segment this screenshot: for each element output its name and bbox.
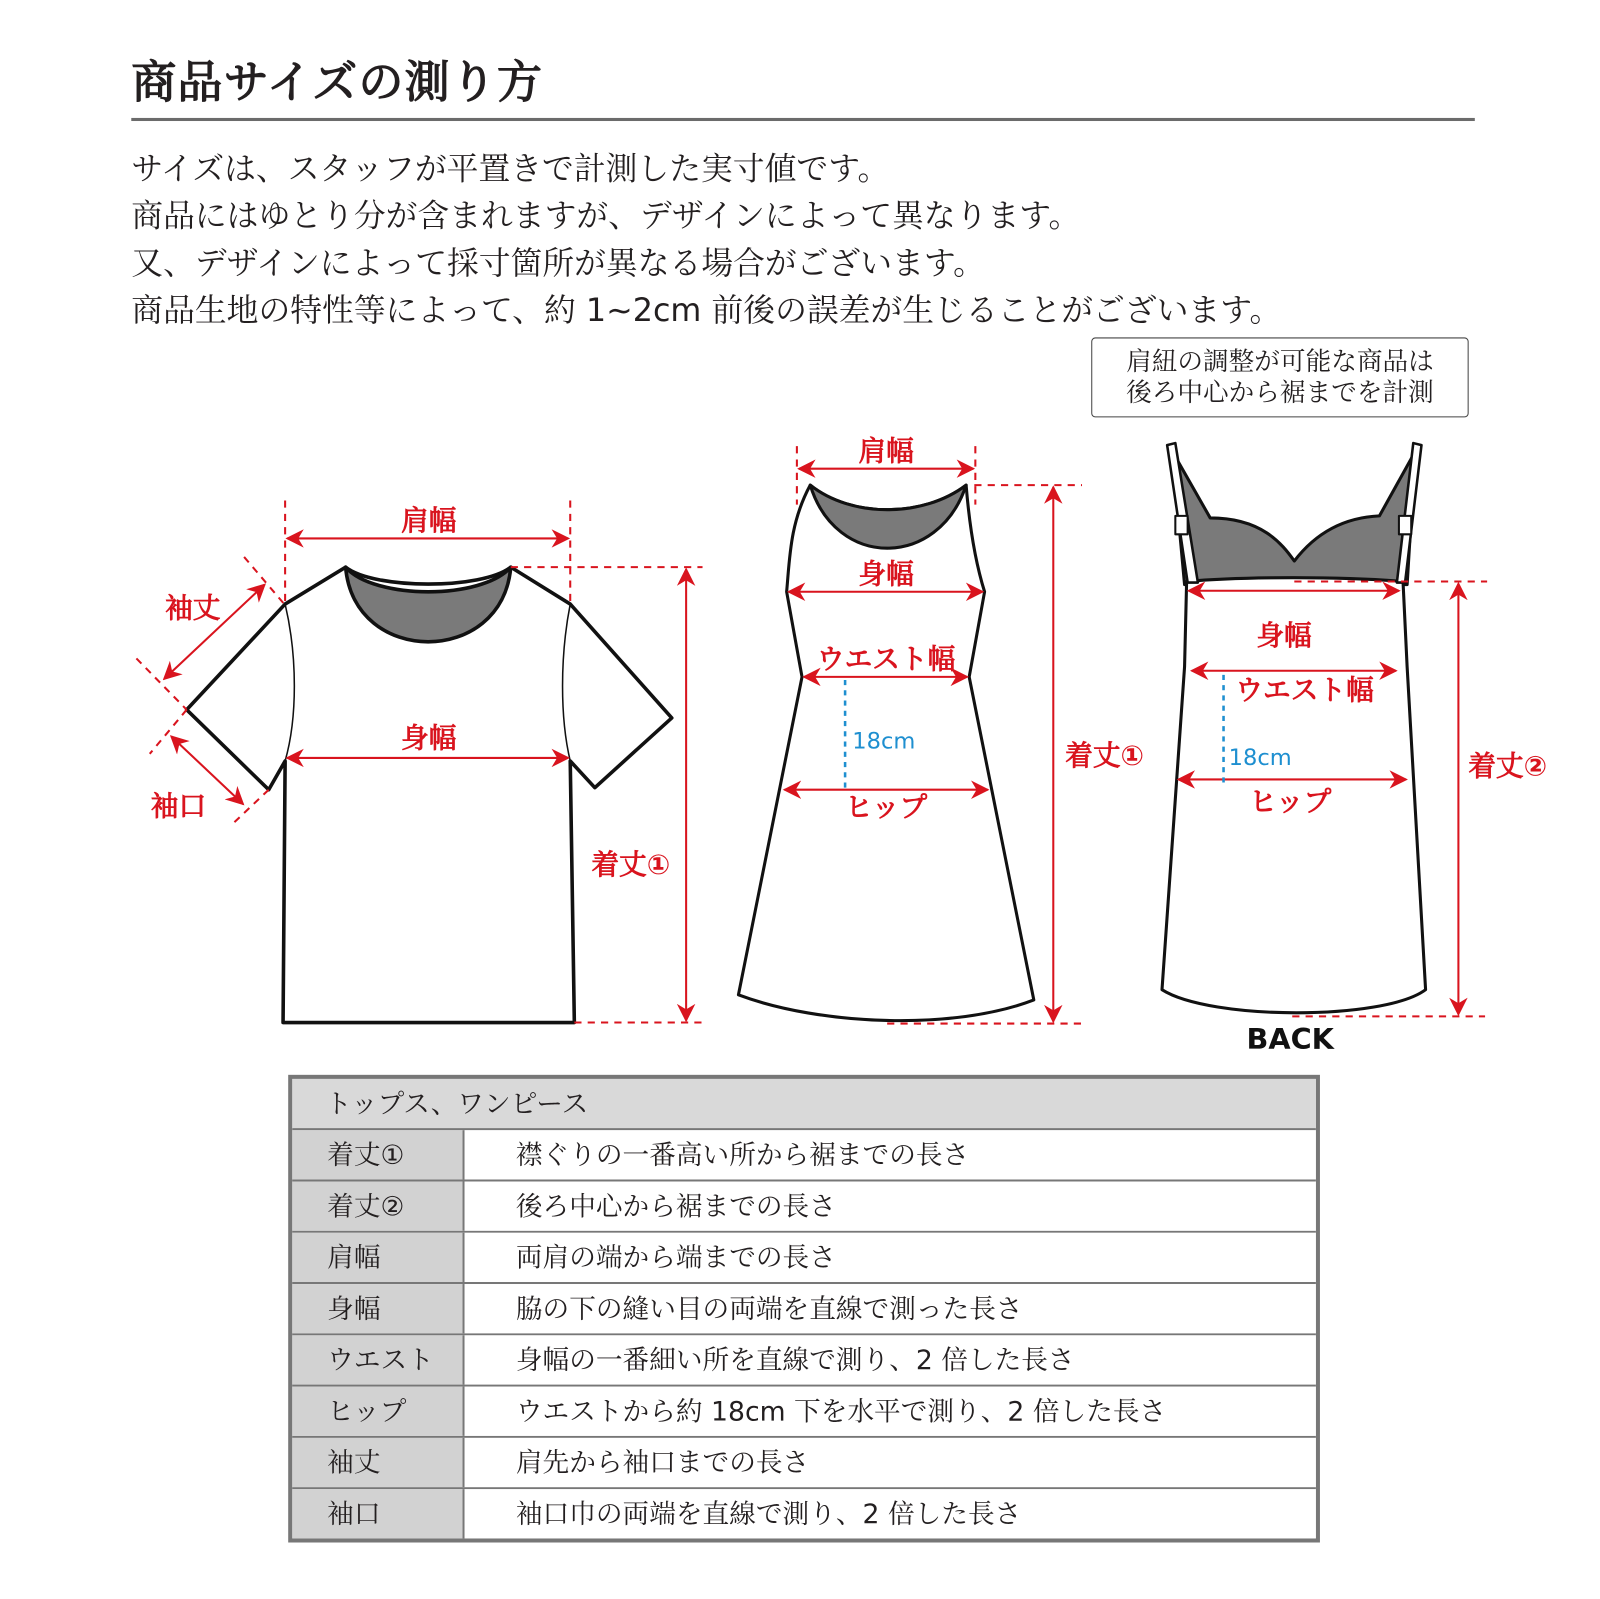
dress-offset-label: 18cm bbox=[852, 728, 916, 755]
tshirt-shoulder-label: 肩幅 bbox=[401, 504, 457, 538]
camisole-cups bbox=[1172, 451, 1415, 584]
dress-shoulder-label: 肩幅 bbox=[858, 434, 914, 468]
intro-line: 又、デザインによって採寸箇所が異なる場合がございます。 bbox=[131, 245, 985, 283]
camisole-hip-label: ヒップ bbox=[1249, 785, 1332, 819]
row-description: ウエストから約 18cm 下を水平で測り、2 倍した長さ bbox=[465, 1387, 1316, 1436]
row-label: 身幅 bbox=[292, 1284, 464, 1333]
back-label: BACK bbox=[1246, 1022, 1334, 1057]
measurement-table bbox=[288, 1075, 1320, 1543]
note-line: 後ろ中心から裾までを計測 bbox=[1126, 377, 1434, 408]
intro-line: サイズは、スタッフが平置きで計測した実寸値です。 bbox=[131, 150, 890, 188]
intro-line: 商品生地の特性等によって、約 1~2cm 前後の誤差が生じることがございます。 bbox=[131, 292, 1282, 330]
dress-waist-label: ウエスト幅 bbox=[816, 642, 956, 676]
dress-chest-label: 身幅 bbox=[858, 557, 914, 591]
table-row bbox=[292, 1489, 1316, 1538]
camisole-offset-label: 18cm bbox=[1228, 745, 1292, 772]
tshirt-diagram bbox=[187, 567, 672, 1022]
tshirt-length-label: 着丈① bbox=[591, 847, 671, 881]
page-title: 商品サイズの測り方 bbox=[131, 56, 544, 109]
table-row bbox=[292, 1284, 1316, 1335]
row-label: 肩幅 bbox=[292, 1233, 464, 1282]
row-label: 着丈① bbox=[292, 1130, 464, 1179]
table-header: トップス、ワンピース bbox=[292, 1079, 1316, 1130]
intro-line: 商品にはゆとり分が含まれますが、デザインによって異なります。 bbox=[131, 197, 1081, 235]
camisole-length-label: 着丈② bbox=[1468, 749, 1548, 783]
table-row bbox=[292, 1335, 1316, 1386]
tshirt-chest-label: 身幅 bbox=[401, 721, 457, 755]
row-label: 袖丈 bbox=[292, 1438, 464, 1487]
strap-buckle-right bbox=[1399, 516, 1411, 534]
camisole-chest-label: 身幅 bbox=[1256, 619, 1312, 653]
row-description: 両肩の端から端までの長さ bbox=[465, 1233, 1316, 1282]
row-label: ウエスト bbox=[292, 1335, 464, 1384]
camisole-diagram bbox=[1162, 443, 1426, 1013]
row-description: 襟ぐりの一番高い所から裾までの長さ bbox=[465, 1130, 1316, 1179]
camisole-waist-label: ウエスト幅 bbox=[1235, 673, 1374, 707]
tshirt-sleeve-opening-label: 袖口 bbox=[150, 789, 207, 823]
row-description: 肩先から袖口までの長さ bbox=[465, 1438, 1316, 1487]
row-description: 脇の下の縫い目の両端を直線で測った長さ bbox=[465, 1284, 1316, 1333]
table-row bbox=[292, 1181, 1316, 1232]
row-description: 身幅の一番細い所を直線で測り、2 倍した長さ bbox=[465, 1335, 1316, 1384]
row-label: 袖口 bbox=[292, 1489, 464, 1538]
table-row bbox=[292, 1387, 1316, 1438]
note-line: 肩紐の調整が可能な商品は bbox=[1126, 346, 1434, 377]
table-row bbox=[292, 1438, 1316, 1489]
table-row bbox=[292, 1130, 1316, 1181]
row-description: 後ろ中心から裾までの長さ bbox=[465, 1181, 1316, 1230]
row-label: 着丈② bbox=[292, 1181, 464, 1230]
tshirt-sleeve-length-label: 袖丈 bbox=[165, 591, 221, 625]
dress-length-label: 着丈① bbox=[1065, 739, 1144, 773]
strap-buckle-left bbox=[1175, 516, 1187, 534]
row-label: ヒップ bbox=[292, 1387, 464, 1436]
row-description: 袖口巾の両端を直線で測り、2 倍した長さ bbox=[465, 1489, 1316, 1538]
dress-hip-label: ヒップ bbox=[845, 790, 928, 824]
table-row bbox=[292, 1233, 1316, 1284]
